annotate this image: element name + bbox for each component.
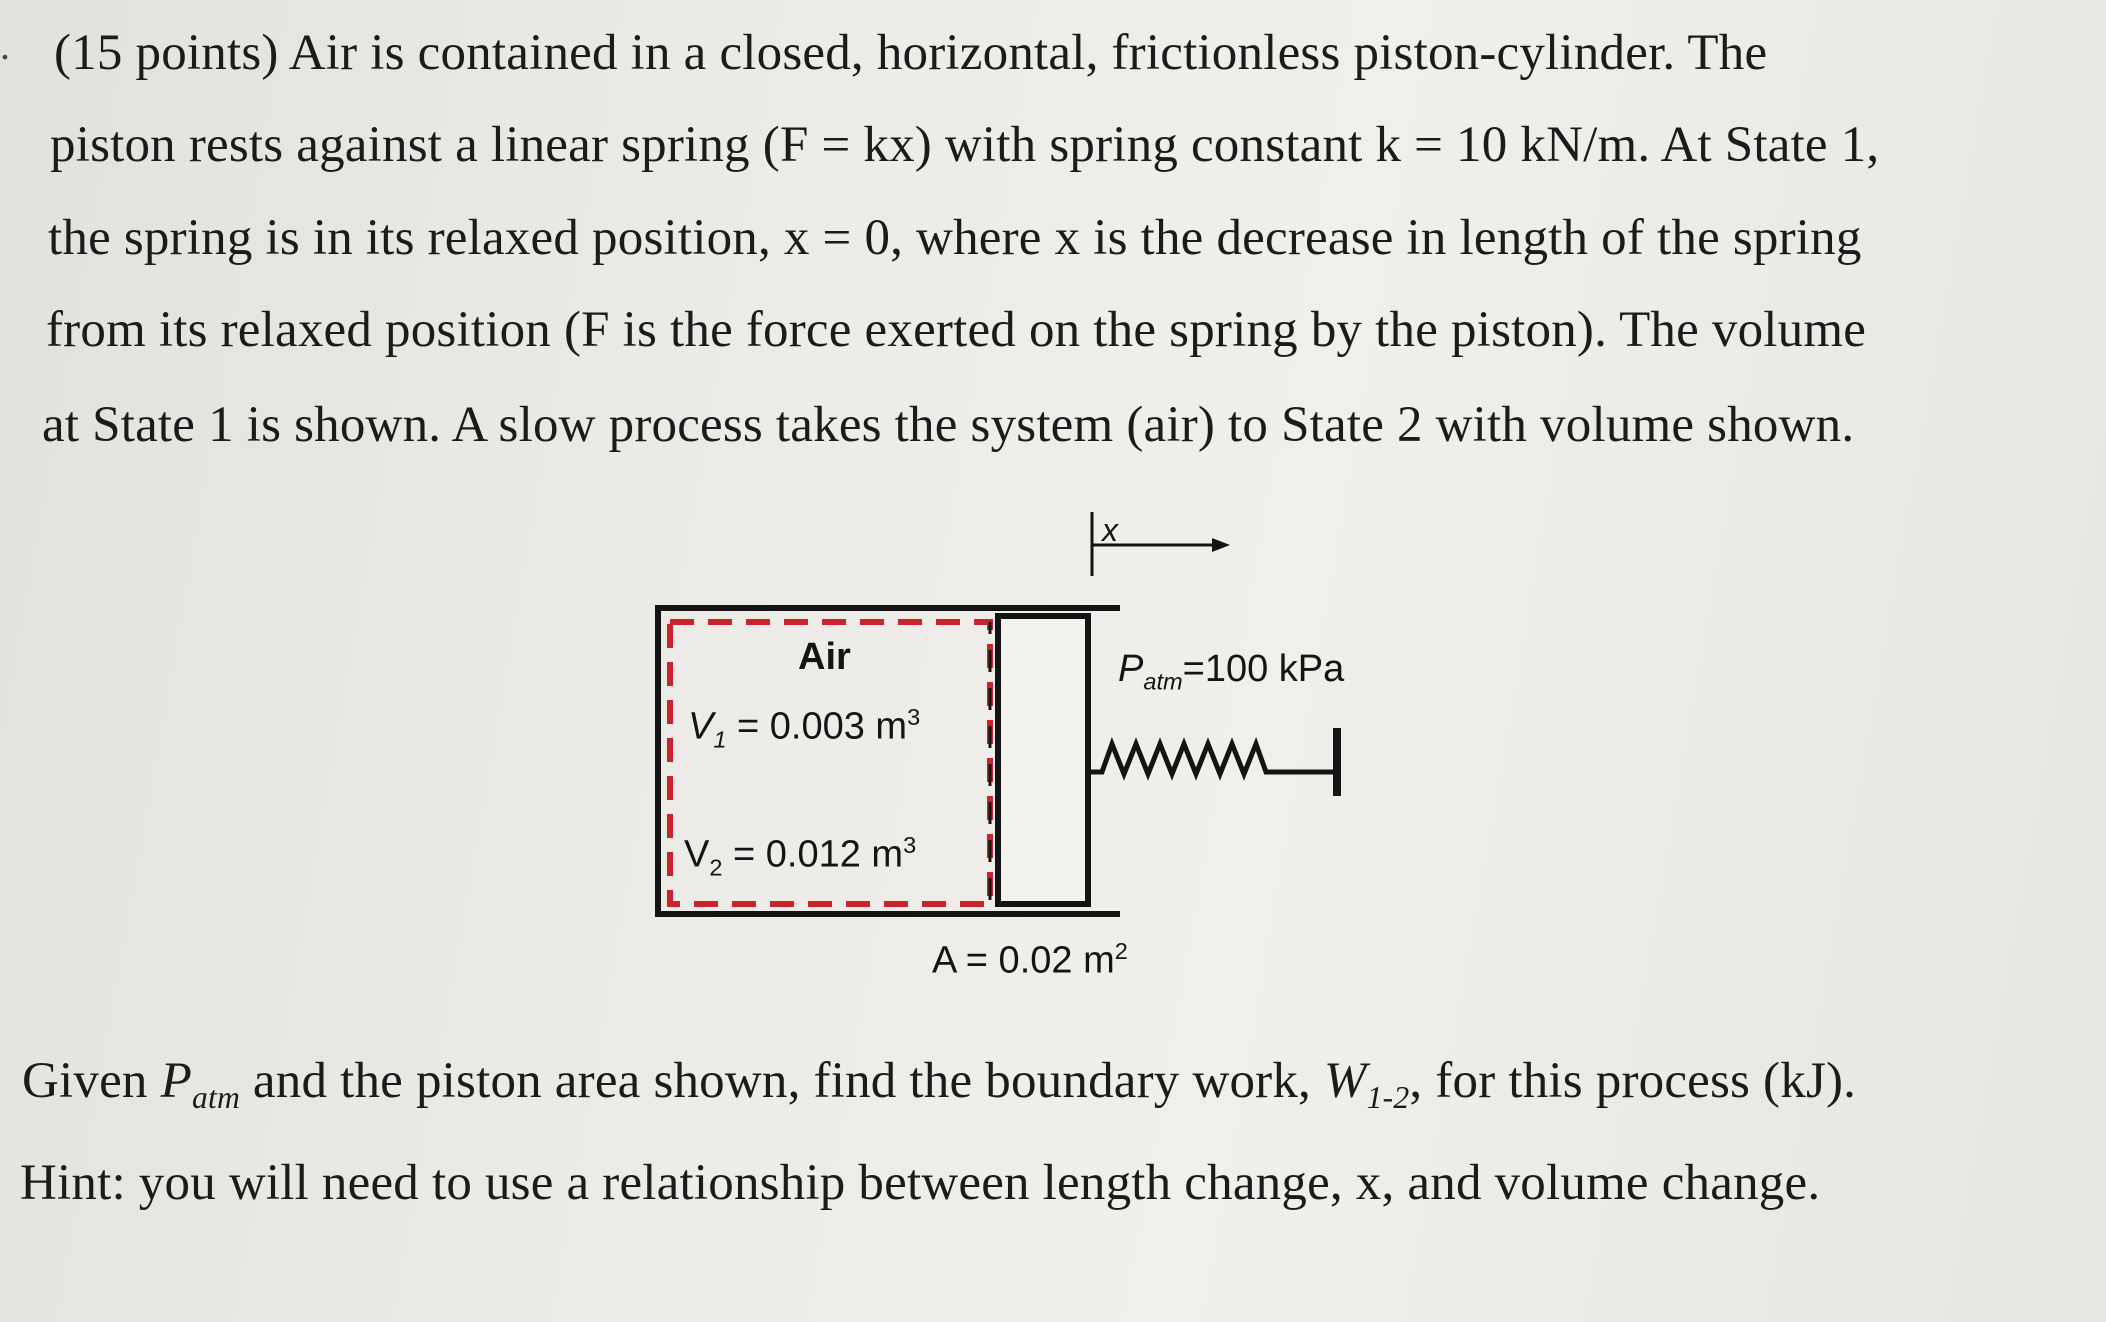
work-subscript: 1-2 [1366, 1080, 1410, 1116]
question-hint-line: Hint: you will need to use a relationship between length change, x, and volume change. [20, 1155, 1821, 1211]
area-unit-exponent: 2 [1114, 938, 1128, 964]
area-label [932, 940, 1128, 980]
v2-subscript: 2 [709, 854, 723, 881]
v2-value: = 0.012 m [733, 833, 904, 876]
area-value: A = 0.02 m [932, 939, 1115, 982]
patm-symbol-inline: P [160, 1053, 192, 1109]
v2-symbol: V [684, 833, 710, 876]
question-line-1 [22, 1053, 1857, 1116]
question-text-a: Given [22, 1053, 161, 1109]
v1-subscript: 1 [713, 726, 727, 753]
patm-subscript: atm [1143, 668, 1183, 695]
work-symbol: W [1323, 1053, 1367, 1109]
piston-cylinder-diagram [600, 490, 1380, 990]
patm-value: =100 kPa [1182, 648, 1345, 690]
air-label: Air [798, 636, 851, 678]
patm-label [1118, 650, 1344, 694]
question-text-b: and the piston area shown, find the boundary work, [239, 1053, 1324, 1109]
problem-line-1: (15 points) Air is contained in a closed, horizontal, frictionless piston-cylinder. The [54, 25, 1768, 81]
problem-line-3: the spring is in its relaxed position, x = 0, where x is the decrease in length of the spring [48, 210, 1862, 266]
patm-subscript-inline: atm [191, 1080, 240, 1116]
v2-unit-exponent: 3 [903, 832, 917, 858]
problem-line-2: piston rests against a linear spring (F = kx) with spring constant k = 10 kN/m. At State 1, [50, 117, 1880, 173]
problem-line-5: at State 1 is shown. A slow process takes the system (air) to State 2 with volume shown. [42, 397, 1855, 453]
spring [1090, 744, 1335, 774]
patm-symbol: P [1118, 648, 1144, 690]
v1-unit-exponent: 3 [907, 704, 921, 730]
list-bullet: . [0, 23, 10, 68]
problem-line-4: from its relaxed position (F is the force exerted on the spring by the piston). The volume [46, 302, 1867, 358]
question-text-c: , for this process (kJ). [1409, 1053, 1857, 1109]
x-axis-arrowhead [1212, 538, 1230, 552]
v1-value: = 0.003 m [737, 705, 908, 748]
piston [998, 616, 1088, 904]
x-axis-label: x [1102, 512, 1118, 548]
v1-symbol: V [688, 705, 714, 748]
v1-label [688, 706, 920, 752]
v2-label [684, 834, 916, 880]
